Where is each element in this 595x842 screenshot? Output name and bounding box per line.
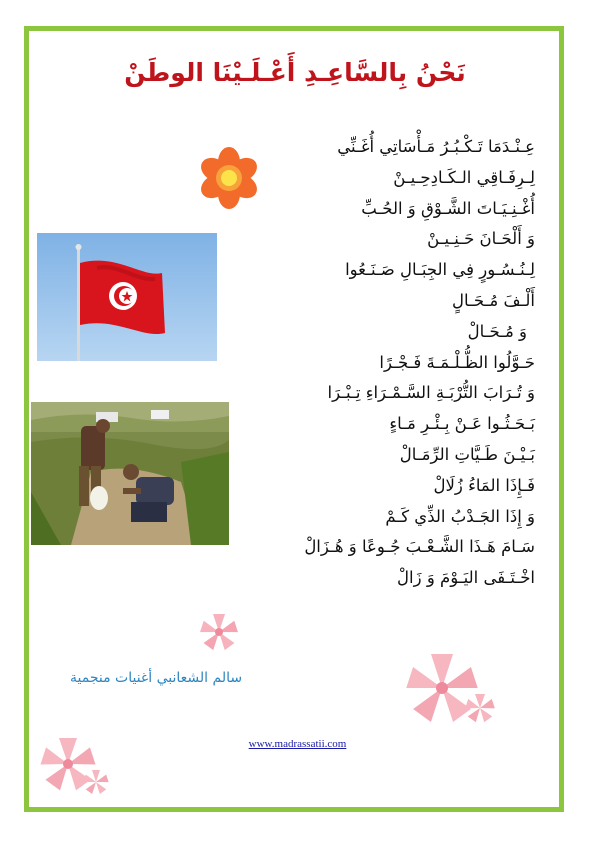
pink-flower-icon (404, 650, 500, 730)
poem-line: فَـإِذَا المَاءُ زُلَالْ (433, 475, 535, 495)
poem-line: عِـنْـدَمَا تَـكْـبُـرُ مَـأْسَاتِي أُغَـنِّي (337, 137, 535, 156)
poem-body (215, 132, 535, 594)
poem-line: لِـنُـسُـورٍ فِي الجِبَـالِ صَـنَـعُوا (345, 260, 535, 280)
poem-line: سَـامَ هَـذَا الشَّـعْـبَ جُـوعًا وَ هُـزَالْ (304, 537, 535, 557)
tunisian-flag-photo (37, 233, 217, 361)
author-credit: سالم الشعانبي أغنيات منجمية (70, 670, 243, 686)
poem-line: وَ مُـحَـالْ (467, 321, 527, 341)
poem-line: اخْـتَـفَى اليَـوْمَ وَ زَالْ (397, 568, 535, 588)
poem-line: أُغْـنِـيَـاتَ الشَّـوْقِ وَ الحُـبِّ (361, 198, 535, 218)
poem-line: وَ إِذَا الجَـدْبُ الذِّي كَـمْ (385, 506, 535, 526)
website-link[interactable]: www.madrassatii.com (248, 738, 347, 750)
poem-line: لِـرِفَـاقِي الـكَـادِحِـيـنْ (393, 167, 535, 187)
people-planting-photo (31, 402, 229, 545)
poem-line: بَـيْـنَ طَـيَّاتِ الرِّمَـالْ (399, 444, 535, 464)
poem-line: أَلْـفَ مُـحَـالٍ (452, 290, 535, 310)
poem-line: وَ تُـرَابَ التُّرْبَـةِ السَّـمْـرَاءِ تِـبْـرَا (327, 383, 535, 403)
poem-title: نَحْنُ بِالسَّاعِـدِ أَعْـلَـيْنَا الوطَنْ (124, 58, 466, 87)
poem-line: وَ أَلْحَـانَ حَـنِـيـنْ (427, 229, 535, 249)
poem-line: حَـوَّلُوا الظُّـلْـمَـةَ فَـجْـرًا (379, 352, 535, 372)
pink-flower-icon (196, 612, 242, 652)
poem-line: بَـحَـثُـوا عَـنْ بِـئْـرِ مَـاءٍ (389, 414, 535, 434)
